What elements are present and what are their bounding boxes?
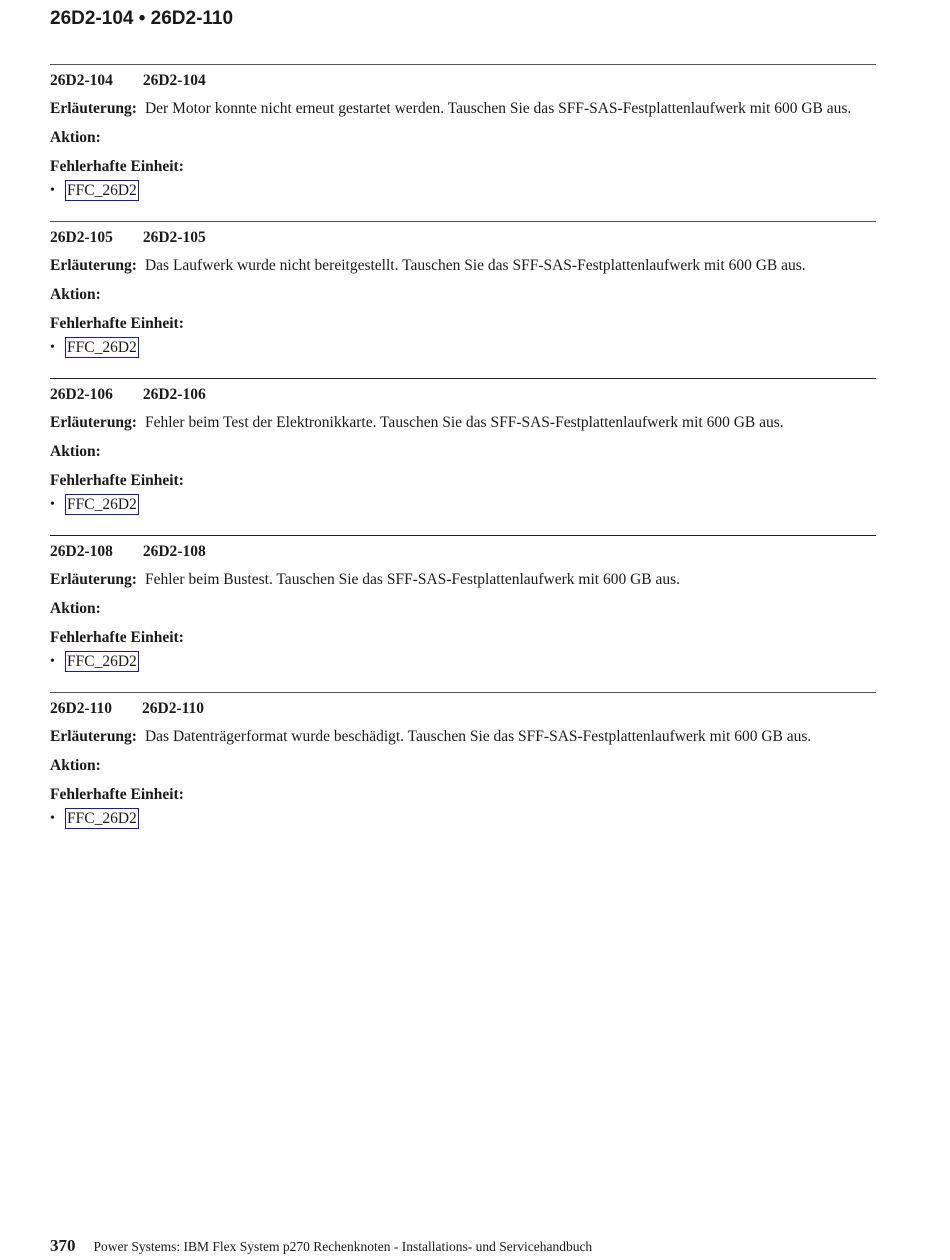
fru-link[interactable]: FFC_26D2	[67, 182, 137, 199]
entry-heading	[50, 228, 876, 248]
fru-list	[50, 337, 876, 358]
explanation-text: Fehler beim Test der Elektronikkarte. Tauschen Sie das SFF-SAS-Festplattenlaufwerk mit 600 GB aus.	[144, 414, 784, 431]
entry-heading	[50, 71, 876, 91]
bullet-icon: •	[50, 653, 55, 669]
bullet-icon: •	[50, 496, 55, 512]
fru-label: Fehlerhafte Einheit:	[50, 472, 184, 489]
entry-heading	[50, 385, 876, 405]
explanation-label: Erläuterung:	[50, 100, 137, 117]
fru-list	[50, 494, 876, 515]
page-footer	[50, 1236, 592, 1256]
explanation-label: Erläuterung:	[50, 414, 137, 431]
error-code: 26D2-110	[50, 700, 112, 717]
error-code-list	[50, 64, 876, 849]
explanation-label: Erläuterung:	[50, 728, 137, 745]
explanation	[50, 570, 876, 589]
error-entry	[50, 535, 876, 672]
bullet-icon: •	[50, 810, 55, 826]
explanation	[50, 99, 876, 118]
error-entry	[50, 692, 876, 829]
error-code: 26D2-108	[50, 543, 113, 560]
explanation	[50, 727, 876, 746]
entry-heading	[50, 542, 876, 562]
action-label: Aktion:	[50, 129, 101, 146]
error-code-repeat: 26D2-106	[142, 386, 206, 403]
fru-list	[50, 808, 876, 829]
running-header: 26D2-104 • 26D2-110	[50, 8, 234, 29]
error-code: 26D2-106	[50, 386, 113, 403]
explanation	[50, 413, 876, 432]
error-code: 26D2-105	[50, 229, 113, 246]
list-item	[50, 494, 876, 515]
fru-link[interactable]: FFC_26D2	[67, 810, 137, 827]
fru-link[interactable]: FFC_26D2	[67, 496, 137, 513]
error-code-repeat: 26D2-110	[142, 700, 204, 717]
error-code-repeat: 26D2-105	[142, 229, 206, 246]
explanation-text: Der Motor konnte nicht erneut gestartet werden. Tauschen Sie das SFF-SAS-Festplattenlaufwerk mit 600 GB aus.	[144, 100, 852, 117]
error-code-repeat: 26D2-108	[142, 543, 206, 560]
fru-link[interactable]: FFC_26D2	[67, 653, 137, 670]
explanation-text: Das Datenträgerformat wurde beschädigt. Tauschen Sie das SFF-SAS-Festplattenlaufwerk mit 600 GB aus.	[144, 728, 812, 745]
explanation-label: Erläuterung:	[50, 571, 137, 588]
error-entry	[50, 378, 876, 515]
explanation-text: Das Laufwerk wurde nicht bereitgestellt. Tauschen Sie das SFF-SAS-Festplattenlaufwerk mit 600 GB aus.	[144, 257, 806, 274]
action-label: Aktion:	[50, 600, 101, 617]
bullet-icon: •	[50, 339, 55, 355]
action-label: Aktion:	[50, 757, 101, 774]
action-label: Aktion:	[50, 443, 101, 460]
entry-heading	[50, 699, 876, 719]
list-item	[50, 337, 876, 358]
list-item	[50, 651, 876, 672]
fru-list	[50, 651, 876, 672]
book-title: Power Systems: IBM Flex System p270 Rechenknoten - Installations- und Servicehandbuch	[93, 1239, 593, 1254]
bullet-icon: •	[50, 182, 55, 198]
list-item	[50, 180, 876, 201]
error-code: 26D2-104	[50, 72, 113, 89]
fru-list	[50, 180, 876, 201]
fru-label: Fehlerhafte Einheit:	[50, 315, 184, 332]
fru-label: Fehlerhafte Einheit:	[50, 786, 184, 803]
error-entry	[50, 221, 876, 358]
explanation-label: Erläuterung:	[50, 257, 137, 274]
page-number: 370	[50, 1236, 76, 1255]
fru-link[interactable]: FFC_26D2	[67, 339, 137, 356]
explanation	[50, 256, 876, 275]
explanation-text: Fehler beim Bustest. Tauschen Sie das SFF-SAS-Festplattenlaufwerk mit 600 GB aus.	[144, 571, 681, 588]
error-code-repeat: 26D2-104	[142, 72, 206, 89]
list-item	[50, 808, 876, 829]
action-label: Aktion:	[50, 286, 101, 303]
error-entry	[50, 64, 876, 201]
fru-label: Fehlerhafte Einheit:	[50, 158, 184, 175]
fru-label: Fehlerhafte Einheit:	[50, 629, 184, 646]
